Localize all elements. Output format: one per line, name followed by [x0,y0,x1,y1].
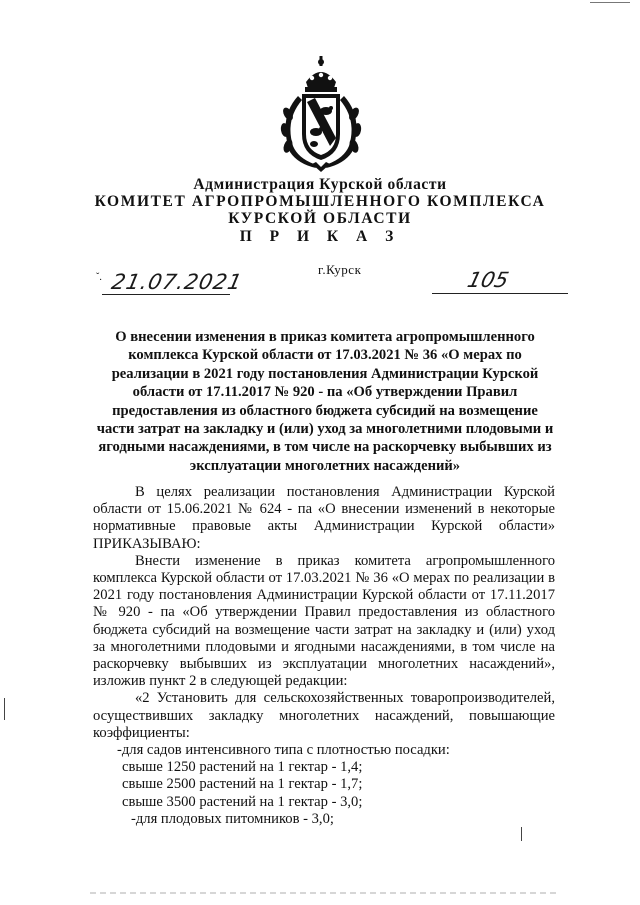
number-underline [432,293,568,294]
list-item: -для плодовых питомников - 3,0; [131,810,334,827]
coat-of-arms-emblem [276,56,366,174]
scan-artifact-top [590,2,630,3]
committee-name: КОМИТЕТ АГРОПРОМЫШЛЕННОГО КОМПЛЕКСА [94,193,546,210]
administration-name: Администрация Курской области [193,176,447,193]
scan-artifact-bottom [90,892,560,894]
order-body [93,484,555,828]
list-item: свыше 2500 растений на 1 гектар - 1,7; [122,776,363,793]
preamble-paragraph: В целях реализации постановления Администрации Курской области от 15.06.2021 № 624 - па «О внесении изменений в некоторые нормативные правовые акты Администрации Курской области» ПРИКАЗЫВАЮ: [93,484,555,552]
scan-mark-glyph: ˇ. [96,272,102,283]
amendment-paragraph: Внести изменение в приказ комитета агропромышленного комплекса Курской области от 17.03.2021 № 36 «О мерах по реализации в 2021 году постановления Администрации Курской области от 17.11.2017 № 920 - па «Об утверждении Правил предоставления из областного бюджета субсидий на возмещение части затрат на закладку и (или) уход за многолетними плодовыми и ягодными насаждениями, в том числе на раскорчевку выбывших из эксплуатации многолетних насаждений», изложив пункт 2 в следующей редакции: [93,552,555,690]
scan-artifact-right [521,827,522,841]
document-type-heading: П Р И К А З [239,228,401,245]
list-item: -для садов интенсивного типа с плотностью посадки: [117,742,450,759]
order-title: О внесении изменения в приказ комитета агропромышленного комплекса Курской области от 17.03.2021 № 36 «О мерах по реализации в 2021 году постановления Администрации Курской области от 17.11.2017 № 920 - па «Об утверждении Правил предоставления из областного бюджета субсидий на возмещение части затрат на закладку и (или) уход за многолетними плодовыми и ягодными насаждениями, в том числе на раскорчевку выбывших из эксплуатации многолетних насаждений» [96,329,554,474]
handwritten-date: 21.07.2021 [109,270,245,294]
handwritten-order-number: 105 [465,268,512,292]
list-item: свыше 1250 растений на 1 гектар - 1,4; [122,759,363,776]
city-label: г.Курск [318,262,362,277]
crown-icon [305,56,337,92]
clause-2-paragraph: «2 Установить для сельскохозяйственных товаропроизводителей, осуществивших закладку многолетних насаждений, повышающие коэффициенты: [93,690,555,741]
scan-artifact-left [4,698,5,720]
date-underline [102,294,230,295]
shield-icon [302,94,340,160]
list-item: свыше 3500 растений на 1 гектар - 3,0; [122,793,363,810]
region-name: КУРСКОЙ ОБЛАСТИ [228,210,412,227]
